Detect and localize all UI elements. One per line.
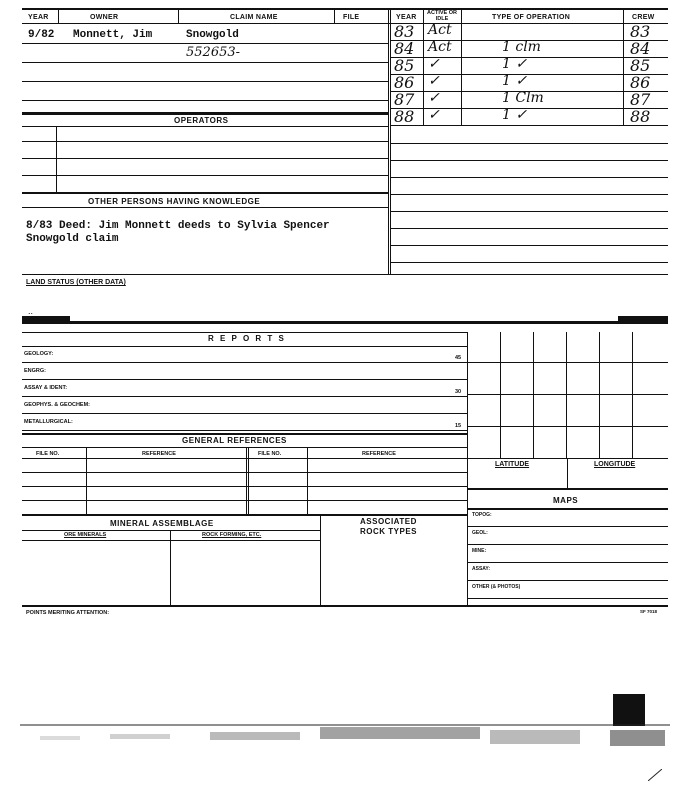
map-row-label: TOPOG: xyxy=(472,512,492,518)
op-year: 88 xyxy=(394,107,415,126)
row-line xyxy=(468,598,668,599)
op-crew: 84 xyxy=(630,39,651,58)
row-line xyxy=(22,486,468,487)
divider xyxy=(567,458,568,488)
grid-line xyxy=(468,362,668,363)
map-row-label: OTHER (& PHOTOS) xyxy=(472,584,521,590)
row-line xyxy=(22,433,468,435)
form-number: SF 7018 xyxy=(640,609,658,614)
active-idle-header: ACTIVE OR IDLE xyxy=(427,10,457,22)
row-line xyxy=(390,160,668,161)
ore-minerals-label: ORE MINERALS xyxy=(64,532,107,538)
row-line xyxy=(22,362,468,363)
row-line xyxy=(22,514,468,516)
row-line xyxy=(22,175,388,176)
op-crew: 83 xyxy=(630,22,651,41)
row-line xyxy=(22,274,668,275)
divider xyxy=(246,447,247,514)
owner-header: OWNER xyxy=(90,14,119,21)
row-line xyxy=(22,472,468,473)
op-crew: 85 xyxy=(630,56,651,75)
general-references-title: GENERAL REFERENCES xyxy=(182,436,287,445)
grid-line xyxy=(566,332,567,458)
grid-line xyxy=(599,332,600,458)
row-line xyxy=(22,540,320,541)
grid-line xyxy=(468,426,668,427)
other-persons-title: OTHER PERSONS HAVING KNOWLEDGE xyxy=(88,197,261,206)
divider xyxy=(58,10,59,23)
row-line xyxy=(22,530,320,531)
row-line xyxy=(390,125,668,126)
reports-title: R E P O R T S xyxy=(208,334,286,343)
row-line xyxy=(22,207,388,208)
points-meriting-attention-label: POINTS MERITING ATTENTION: xyxy=(26,610,110,616)
other-persons-text-1: 8/83 Deed: Jim Monnett deeds to Sylvia Spencer xyxy=(26,220,330,232)
row-line xyxy=(22,379,468,380)
row-line xyxy=(22,413,468,414)
band-tab-right xyxy=(618,316,668,323)
band-tab-left xyxy=(22,316,70,323)
report-label: ENGRG: xyxy=(24,368,46,374)
op-year: 83 xyxy=(394,22,415,41)
grid-line xyxy=(533,332,534,458)
divider xyxy=(178,10,179,23)
row-line xyxy=(22,100,388,101)
op-year: 87 xyxy=(394,90,415,109)
row-line xyxy=(390,143,668,144)
ref-header-reference-1: REFERENCE xyxy=(142,451,176,457)
row-line xyxy=(22,141,388,142)
grid-line xyxy=(468,458,668,459)
row-line xyxy=(22,332,468,333)
ref-header-file-1: FILE NO. xyxy=(36,451,60,457)
op-type: 1 clm xyxy=(502,39,541,55)
grid-line xyxy=(632,332,633,458)
row-line xyxy=(22,396,468,397)
report-number: 15 xyxy=(455,423,462,429)
row-line xyxy=(468,562,668,563)
op-type: 1 Clm xyxy=(502,90,544,106)
op-crew: 88 xyxy=(630,107,651,126)
divider xyxy=(170,530,171,606)
op-year: 85 xyxy=(394,56,415,75)
divider xyxy=(467,332,468,606)
rock-forming-label: ROCK FORMING, ETC. xyxy=(202,532,262,538)
owner-entry-date: 9/82 xyxy=(28,29,55,41)
divider xyxy=(320,514,321,606)
year-header: YEAR xyxy=(28,14,49,21)
row-line xyxy=(390,245,668,246)
op-status: ✓ xyxy=(428,73,440,89)
row-line xyxy=(468,544,668,545)
row-line xyxy=(22,447,468,448)
land-status-mark: .. xyxy=(28,306,34,316)
op-status: Act xyxy=(428,22,452,38)
operators-rule xyxy=(22,113,388,115)
row-line xyxy=(390,177,668,178)
grid-line xyxy=(500,332,501,458)
heavy-band xyxy=(22,321,668,324)
other-persons-rule xyxy=(22,192,388,194)
row-line xyxy=(22,43,388,44)
row-line xyxy=(22,126,388,127)
ref-header-reference-2: REFERENCE xyxy=(362,451,396,457)
op-type: 1 ✓ xyxy=(502,56,528,72)
row-line xyxy=(468,508,668,510)
other-persons-text-2: Snowgold claim xyxy=(26,233,119,245)
divider xyxy=(56,126,57,192)
map-row-label: MINE: xyxy=(472,548,487,554)
top-rule xyxy=(22,8,668,10)
row-line xyxy=(468,526,668,527)
report-label: ASSAY & IDENT: xyxy=(24,385,68,391)
row-line xyxy=(390,228,668,229)
divider xyxy=(388,10,389,275)
file-header: FILE xyxy=(343,14,360,21)
row-line xyxy=(22,458,468,459)
row-line xyxy=(390,211,668,212)
divider xyxy=(86,447,87,514)
op-type: 1 ✓ xyxy=(502,73,528,89)
rock-types-label: ROCK TYPES xyxy=(360,527,418,536)
land-status-label: LAND STATUS (OTHER DATA) xyxy=(26,279,126,286)
report-number: 45 xyxy=(455,355,462,361)
op-status: Act xyxy=(428,39,452,55)
op-status: ✓ xyxy=(428,56,440,72)
longitude-label: LONGITUDE xyxy=(594,461,636,468)
op-year: 84 xyxy=(394,39,415,58)
latitude-label: LATITUDE xyxy=(495,461,530,468)
report-label: METALLURGICAL: xyxy=(24,419,73,425)
owner-entry-name: Monnett, Jim xyxy=(73,29,153,41)
report-number: 30 xyxy=(455,389,462,395)
crew-header: CREW xyxy=(632,14,655,21)
divider xyxy=(334,10,335,23)
maps-title: MAPS xyxy=(553,496,579,505)
ref-header-file-2: FILE NO. xyxy=(258,451,282,457)
scan-noise-band xyxy=(20,722,670,752)
row-line xyxy=(468,488,668,490)
map-row-label: GEOL: xyxy=(472,530,488,536)
report-label: GEOPHYS. & GEOCHEM: xyxy=(24,402,91,408)
op-status: ✓ xyxy=(428,107,440,123)
year-header-2: YEAR xyxy=(396,14,417,21)
claim-name-header: CLAIM NAME xyxy=(230,14,278,21)
row-line xyxy=(468,580,668,581)
op-crew: 87 xyxy=(630,90,651,109)
row-line xyxy=(22,62,388,63)
op-crew: 86 xyxy=(630,73,651,92)
op-type: 1 ✓ xyxy=(502,107,528,123)
divider xyxy=(307,447,308,514)
map-row-label: ASSAY: xyxy=(472,566,491,572)
row-line xyxy=(22,158,388,159)
scan-mark-corner xyxy=(648,768,662,780)
report-label: GEOLOGY: xyxy=(24,351,54,357)
grid-line xyxy=(468,394,668,395)
row-line xyxy=(390,194,668,195)
row-line xyxy=(22,81,388,82)
owner-entry-claim: Snowgold xyxy=(186,29,239,41)
claim-number: 552653- xyxy=(186,45,241,60)
mineral-assemblage-title: MINERAL ASSEMBLAGE xyxy=(110,519,214,528)
bottom-rule xyxy=(22,605,668,607)
operators-title: OPERATORS xyxy=(174,116,229,125)
row-line xyxy=(22,430,468,431)
row-line xyxy=(390,262,668,263)
op-status: ✓ xyxy=(428,90,440,106)
row-line xyxy=(22,500,468,501)
associated-label: ASSOCIATED xyxy=(360,517,417,526)
header-rule xyxy=(22,23,668,24)
row-line xyxy=(22,346,468,347)
type-of-operation-header: TYPE OF OPERATION xyxy=(492,14,571,21)
divider xyxy=(248,447,249,514)
op-year: 86 xyxy=(394,73,415,92)
